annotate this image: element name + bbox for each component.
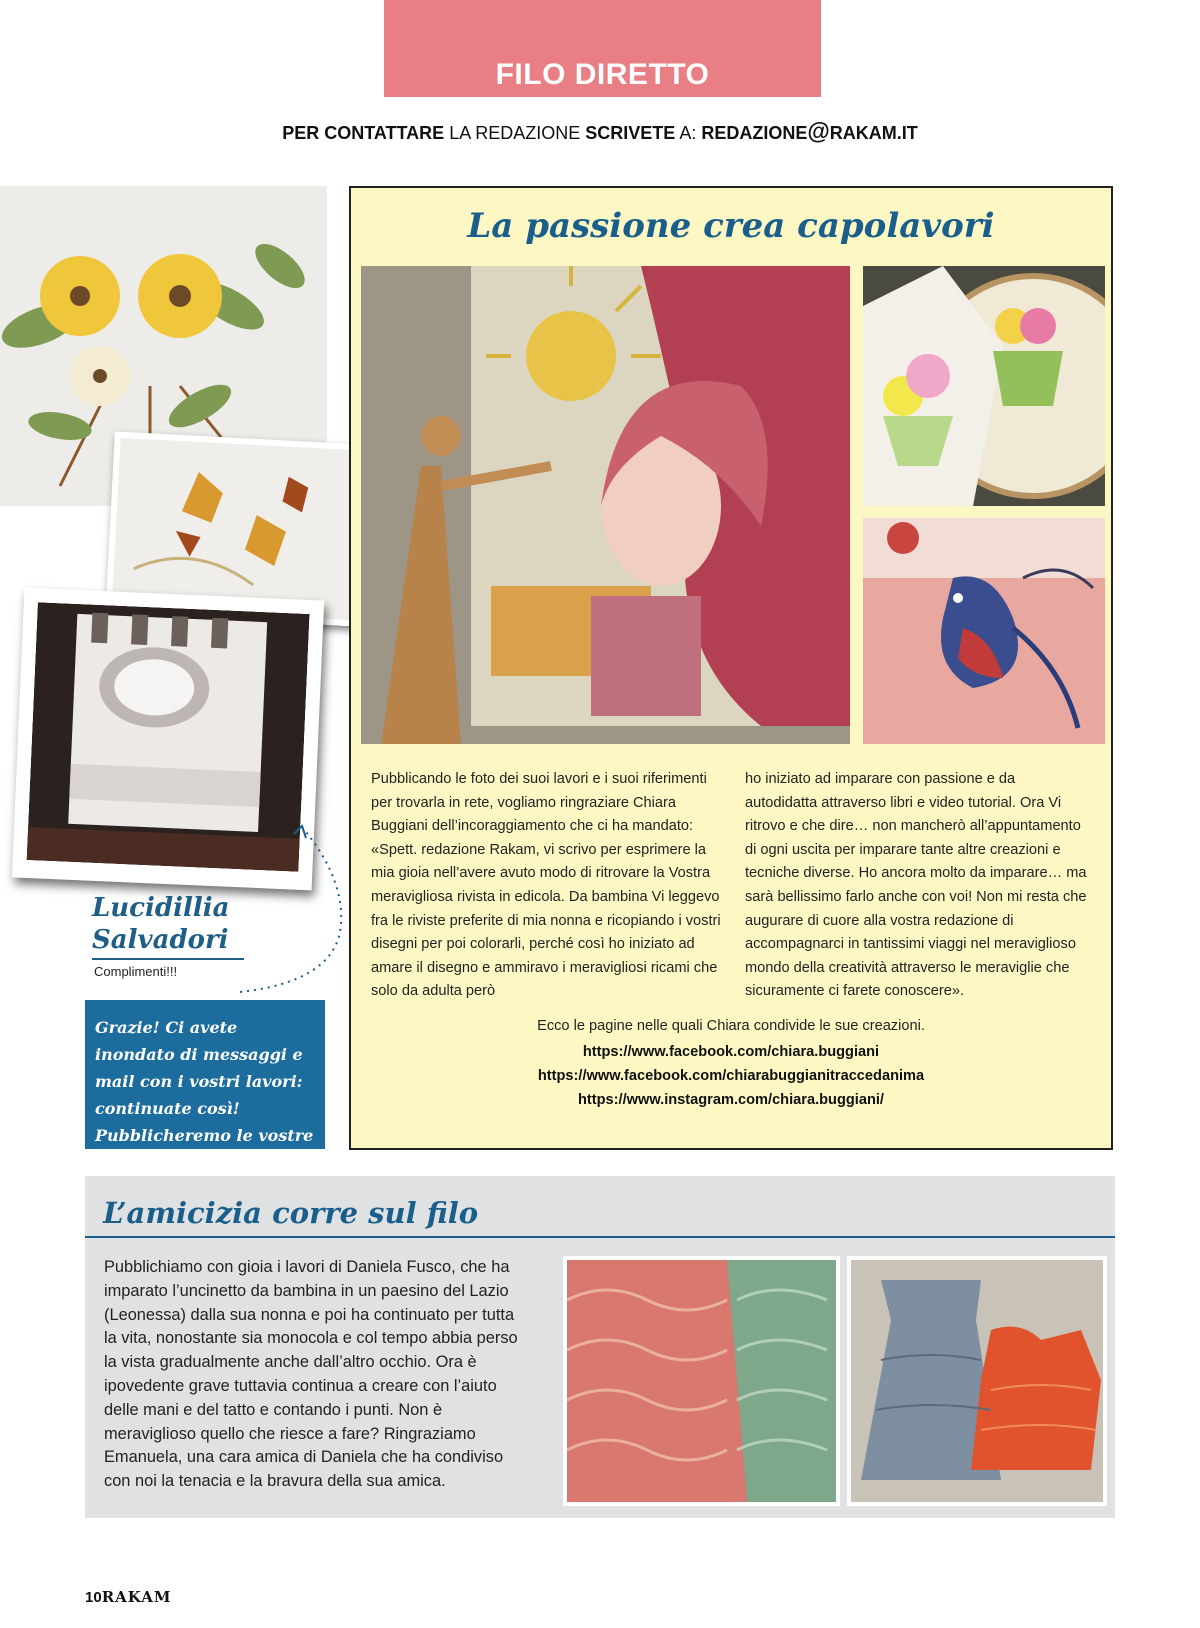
email-user: REDAZIONE: [701, 123, 808, 143]
photo-embroidered-canvas: [361, 266, 850, 744]
thanks-note-box: [85, 1000, 325, 1172]
contact-part-3: SCRIVETE: [585, 123, 676, 143]
contact-part-4: A:: [679, 123, 697, 143]
contact-line: [0, 118, 1200, 145]
reader-caption: Complimenti!!!: [94, 964, 178, 979]
footer-brand: RAKAM: [101, 1588, 172, 1606]
friendship-title: L’amicizia corre sul filo: [103, 1196, 479, 1230]
reader-name: Lucidillia Salvadori: [92, 893, 230, 955]
contact-part-1: PER CONTATTARE: [282, 123, 445, 143]
friendship-rule: [85, 1236, 1115, 1238]
page-footer: [85, 1588, 171, 1606]
feature-box: [349, 186, 1113, 1150]
section-title: FILO DIRETTO: [495, 58, 710, 91]
photo-icecream-embroidery: [863, 266, 1105, 506]
signature-underline: [92, 958, 244, 960]
feature-title: La passione crea capolavori: [467, 206, 995, 246]
thanks-note-text: Grazie! Ci avete inondato di messaggi e mail con i vostri lavori: continuate così! Pubblicheremo le vostre foto!: [95, 1018, 314, 1172]
link-facebook-1[interactable]: https://www.facebook.com/chiara.buggiani: [582, 1044, 880, 1060]
page-number: 10: [85, 1589, 102, 1606]
contact-email[interactable]: [701, 118, 918, 144]
link-instagram[interactable]: https://www.instagram.com/chiara.buggiani/: [578, 1092, 884, 1108]
feature-column-right: ho iniziato ad imparare con passione e da autodidatta attraverso libri e video tutorial. Ora Vi ritrovo e che dire… non mancherò all’appuntamento di ogni uscita per imparare tante altre creazioni e tecniche diverse. Ho ancora molto da imparare… ma sarà bellissimo farlo anche con voi! Non mi resta che augurare di cuore alla vostra redazione di accompagnarci in tantissimi viaggi nel meraviglioso mondo della creatività attraverso le meraviglie che sicuramente ci farete conoscere».: [745, 771, 1087, 1000]
photo-bird-embroidery: [863, 518, 1105, 744]
friendship-section: [85, 1176, 1115, 1518]
contact-part-2: LA REDAZIONE: [449, 123, 581, 143]
photo-crochet-dresses: [847, 1256, 1107, 1506]
friendship-text: Pubblichiamo con gioia i lavori di Daniela Fusco, che ha imparato l’uncinetto da bambina in un paesino del Lazio (Leonessa) dalla sua nonna e poi ha continuato per tutta la vita, nonostante sia monocola e col tempo abbia perso la vista gradualmente anche dall’altro occhio. Ora è ipovedente grave tuttavia continua a creare con l’aiuto delle mani e del tatto e contando i punti. Non è meraviglioso quello che riesce a fare? Ringraziamo Emanuela, una cara amica di Daniela che ha condiviso con noi la tenacia e la bravura della sua amica.: [104, 1258, 518, 1491]
feature-column-left: Pubblicando le foto dei suoi lavori e i suoi riferimenti per trovarla in rete, vogliamo ringraziare Chiara Buggiani dell’incoraggiamento che ci ha mandato: «Spett. redazione Rakam, vi scrivo per esprimere la mia gioia nell’avere avuto modo di ritrovare la Vostra meravigliosa rivista in edicola. Da bambina Vi leggevo fra le riviste preferite di mia nonna e ricopiando i vostri disegni per poi colorarli, perché così ho iniziato ad amare il disegno e ammiravo i meravigliosi ricami che solo da adulta però: [371, 771, 721, 1000]
email-at: @: [807, 118, 830, 144]
email-domain: RAKAM.IT: [829, 123, 918, 143]
links-intro: Ecco le pagine nelle quali Chiara condivide le sue creazioni.: [537, 1018, 925, 1034]
photo-crochet-panels: [563, 1256, 840, 1506]
link-facebook-2[interactable]: https://www.facebook.com/chiarabuggianitraccedanima: [537, 1068, 925, 1084]
